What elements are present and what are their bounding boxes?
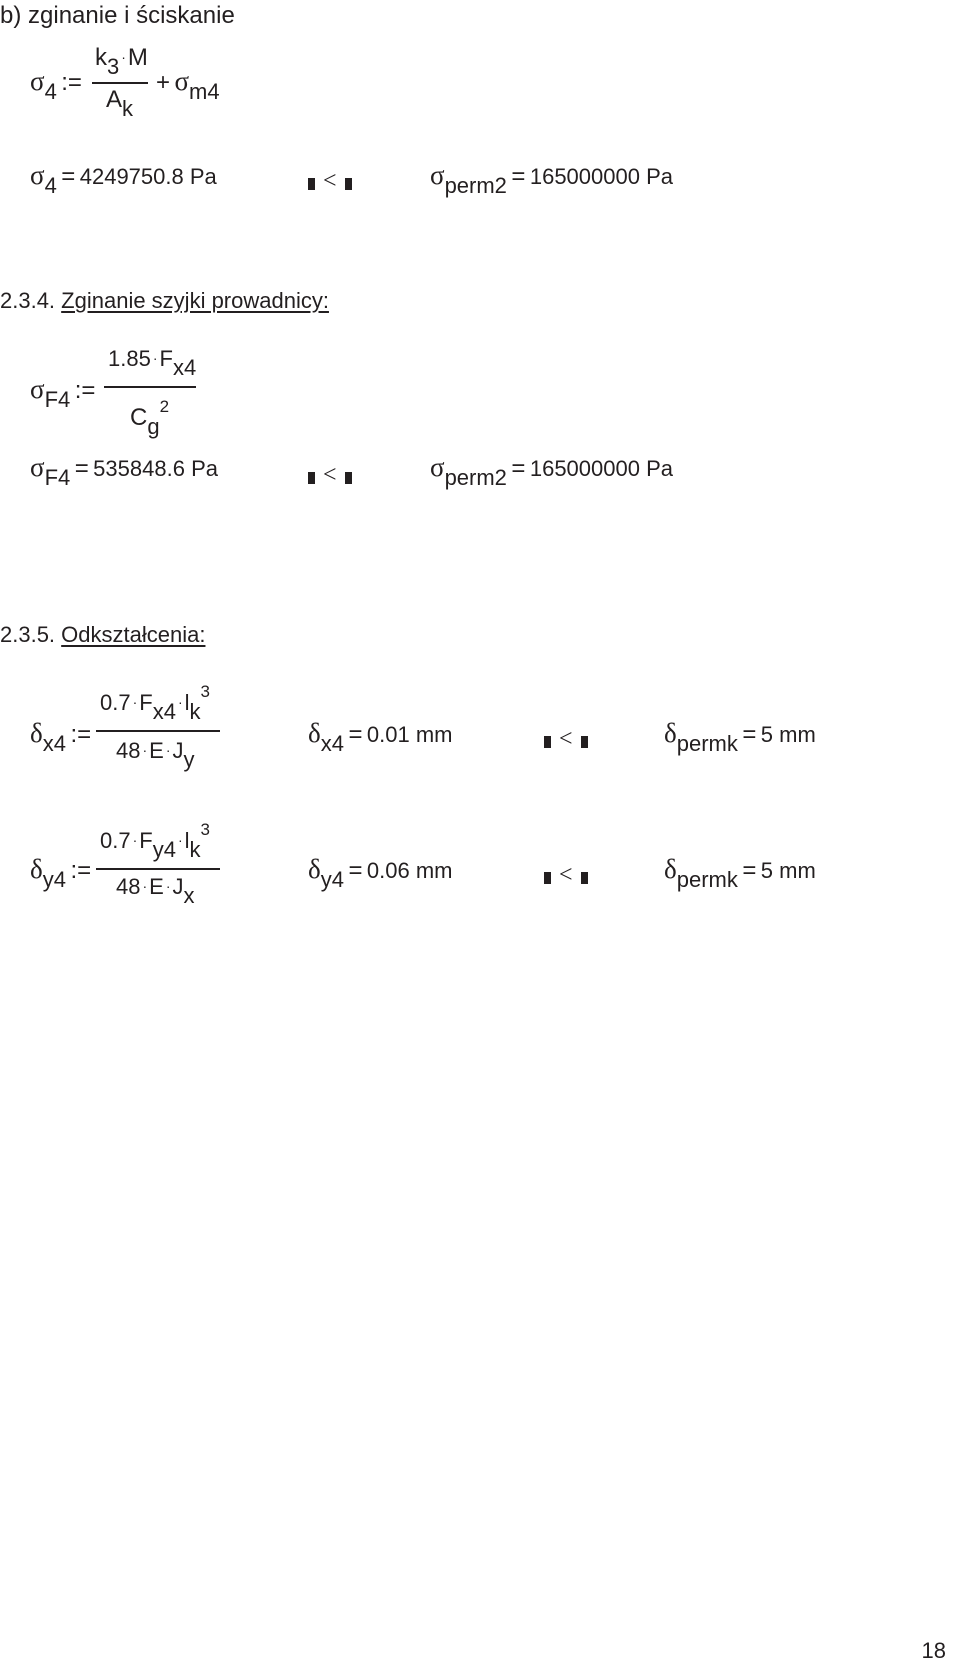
eq-deltay4-perm: δpermk = 5 mm [664, 854, 816, 892]
placeholder-marker-left [308, 178, 315, 190]
section-heading-235: 2.3.5. Odkształcenia: [0, 622, 206, 647]
eq-sigmaF4-fraction-bar [104, 386, 196, 388]
section-heading-b: b) zginanie i ściskanie [0, 2, 235, 29]
eq-sigma4-denominator: Ak [106, 86, 134, 121]
eq-sigma4-fraction-bar [92, 82, 148, 84]
placeholder-marker-right [581, 872, 588, 884]
eq-sigma4-perm: σperm2 = 165000000 Pa [430, 160, 674, 198]
eq-sigmaF4-lhs: σF4 := [30, 374, 96, 412]
eq-deltax4-perm: δpermk = 5 mm [664, 718, 816, 756]
placeholder-marker-left [544, 736, 551, 748]
eq-deltax4-comparison: < [544, 726, 588, 753]
eq-deltay4-numerator: $0.7 \cdot Fy4 \cdot lk^3$ [100, 820, 210, 862]
section-heading-234: 2.3.4. Zginanie szyjki prowadnicy: [0, 288, 329, 313]
eq-sigma4-numerator: k3 ·M [95, 44, 148, 79]
eq-deltax4-numerator: $0.7 \cdot Fx4 \cdot lk^3$ [100, 682, 210, 724]
placeholder-marker-left [308, 472, 315, 484]
eq-sigmaF4-perm: σperm2 = 165000000 Pa [430, 452, 674, 490]
eq-deltax4-fraction-bar [96, 730, 220, 732]
eq-deltay4-result: δy4 = 0.06 mm [308, 854, 453, 892]
eq-sigmaF4-denominator: Cg$^2$ [130, 397, 170, 439]
eq-deltax4-lhs: δx4 := [30, 718, 92, 756]
eq-sigmaF4-result: σF4 = 535848.6 Pa [30, 452, 218, 490]
eq-sigma4-plus-term: + σm4 [156, 66, 220, 104]
eq-deltay4-lhs: δy4 := [30, 854, 92, 892]
placeholder-marker-right [581, 736, 588, 748]
eq-deltay4-comparison: < [544, 862, 588, 889]
eq-deltay4-denominator: 48 ·E ·Jx [116, 874, 195, 908]
eq-deltax4-result: δx4 = 0.01 mm [308, 718, 453, 756]
placeholder-marker-right [345, 178, 352, 190]
eq-deltax4-denominator: 48 ·E ·Jy [116, 738, 195, 772]
placeholder-marker-right [345, 472, 352, 484]
eq-sigma4-comparison: < [308, 168, 352, 195]
placeholder-marker-left [544, 872, 551, 884]
eq-sigmaF4-numerator: 1.85 ·Fx4 [108, 346, 197, 380]
eq-sigma4-result: σ4 = 4249750.8 Pa [30, 160, 217, 198]
page-number: 18 [921, 1638, 946, 1663]
eq-deltay4-fraction-bar [96, 868, 220, 870]
eq-sigma4-lhs: σ4 := [30, 66, 82, 104]
eq-sigmaF4-comparison: < [308, 462, 352, 489]
